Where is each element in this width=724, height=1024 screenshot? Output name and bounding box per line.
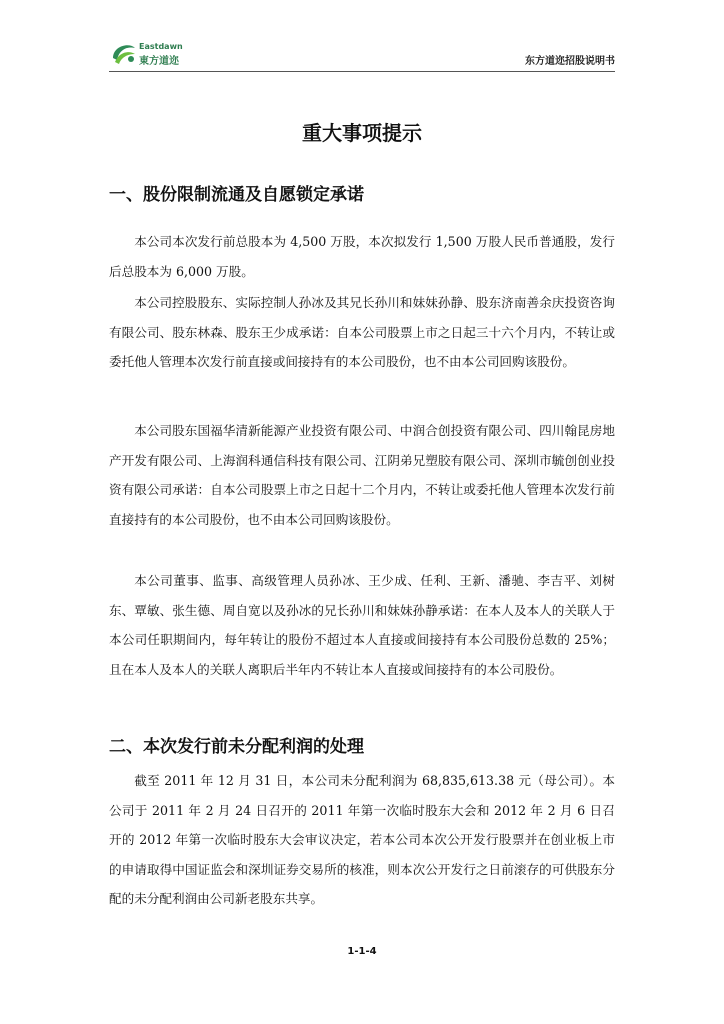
document-title: 东方道迩招股说明书 (525, 56, 615, 67)
section-title-1: 一、股份限制流通及自愿锁定承诺 (109, 185, 364, 205)
logo-chinese-text: 東方道迩 (139, 56, 179, 67)
paragraph: 本公司股东国福华清新能源产业投资有限公司、中润合创投资有限公司、四川翰昆房地产开发有限公司、上海润科通信科技有限公司、江阴弟兄塑胶有限公司、深圳市毓创创业投资有限公司承诺：自本公司股票上市之日起十二个月内，不转让或委托他人管理本次发行前直接持有的本公司股份，也不由本公司回购该股份。 (109, 423, 615, 527)
paragraph: 本公司董事、监事、高级管理人员孙冰、王少成、任利、王新、潘驰、李吉平、刘树东、覃敏、张生德、周自宽以及孙冰的兄长孙川和妹妹孙静承诺：在本人及本人的关联人于本公司任职期间内，每年转让的股份不超过本人直接或间接持有本公司股份总数的 25%；且在本人及本人的关联人离职后半年内不转让本人直接或间接持有的本公司股份。 (109, 573, 615, 677)
page-number: 1-1-4 (347, 946, 377, 957)
section-title-2: 二、本次发行前未分配利润的处理 (109, 737, 364, 757)
logo-swirl-icon (109, 38, 137, 66)
header-divider (109, 71, 615, 72)
paragraph: 截至 2011 年 12 月 31 日，本公司未分配利润为 68,835,613.38 元（母公司）。本公司于 2011 年 2 月 24 日召开的 2011 年第一次临时股东大会和 2012 年 2 月 6 日召开的 2012 年第一次临时股东大会审议决定，若本公司本次公开发行股票并在创业板上市的申请取得中国证监会和深圳证券交易所的核准，则本次公开发行之日前滚存的可供股东分配的未分配利润由公司新老股东共享。 (109, 773, 615, 906)
logo-english-text: Eastdawn (139, 42, 183, 51)
page-header (109, 36, 615, 72)
page-heading: 重大事项提示 (302, 121, 422, 145)
paragraph: 本公司控股股东、实际控制人孙冰及其兄长孙川和妹妹孙静、股东济南善余庆投资咨询有限公司、股东林森、股东王少成承诺：自本公司股票上市之日起三十六个月内，不转让或委托他人管理本次发行前直接或间接持有的本公司股份，也不由本公司回购该股份。 (109, 295, 615, 369)
company-logo (109, 38, 195, 68)
paragraph: 本公司本次发行前总股本为 4,500 万股，本次拟发行 1,500 万股人民币普通股，发行后总股本为 6,000 万股。 (109, 234, 615, 279)
